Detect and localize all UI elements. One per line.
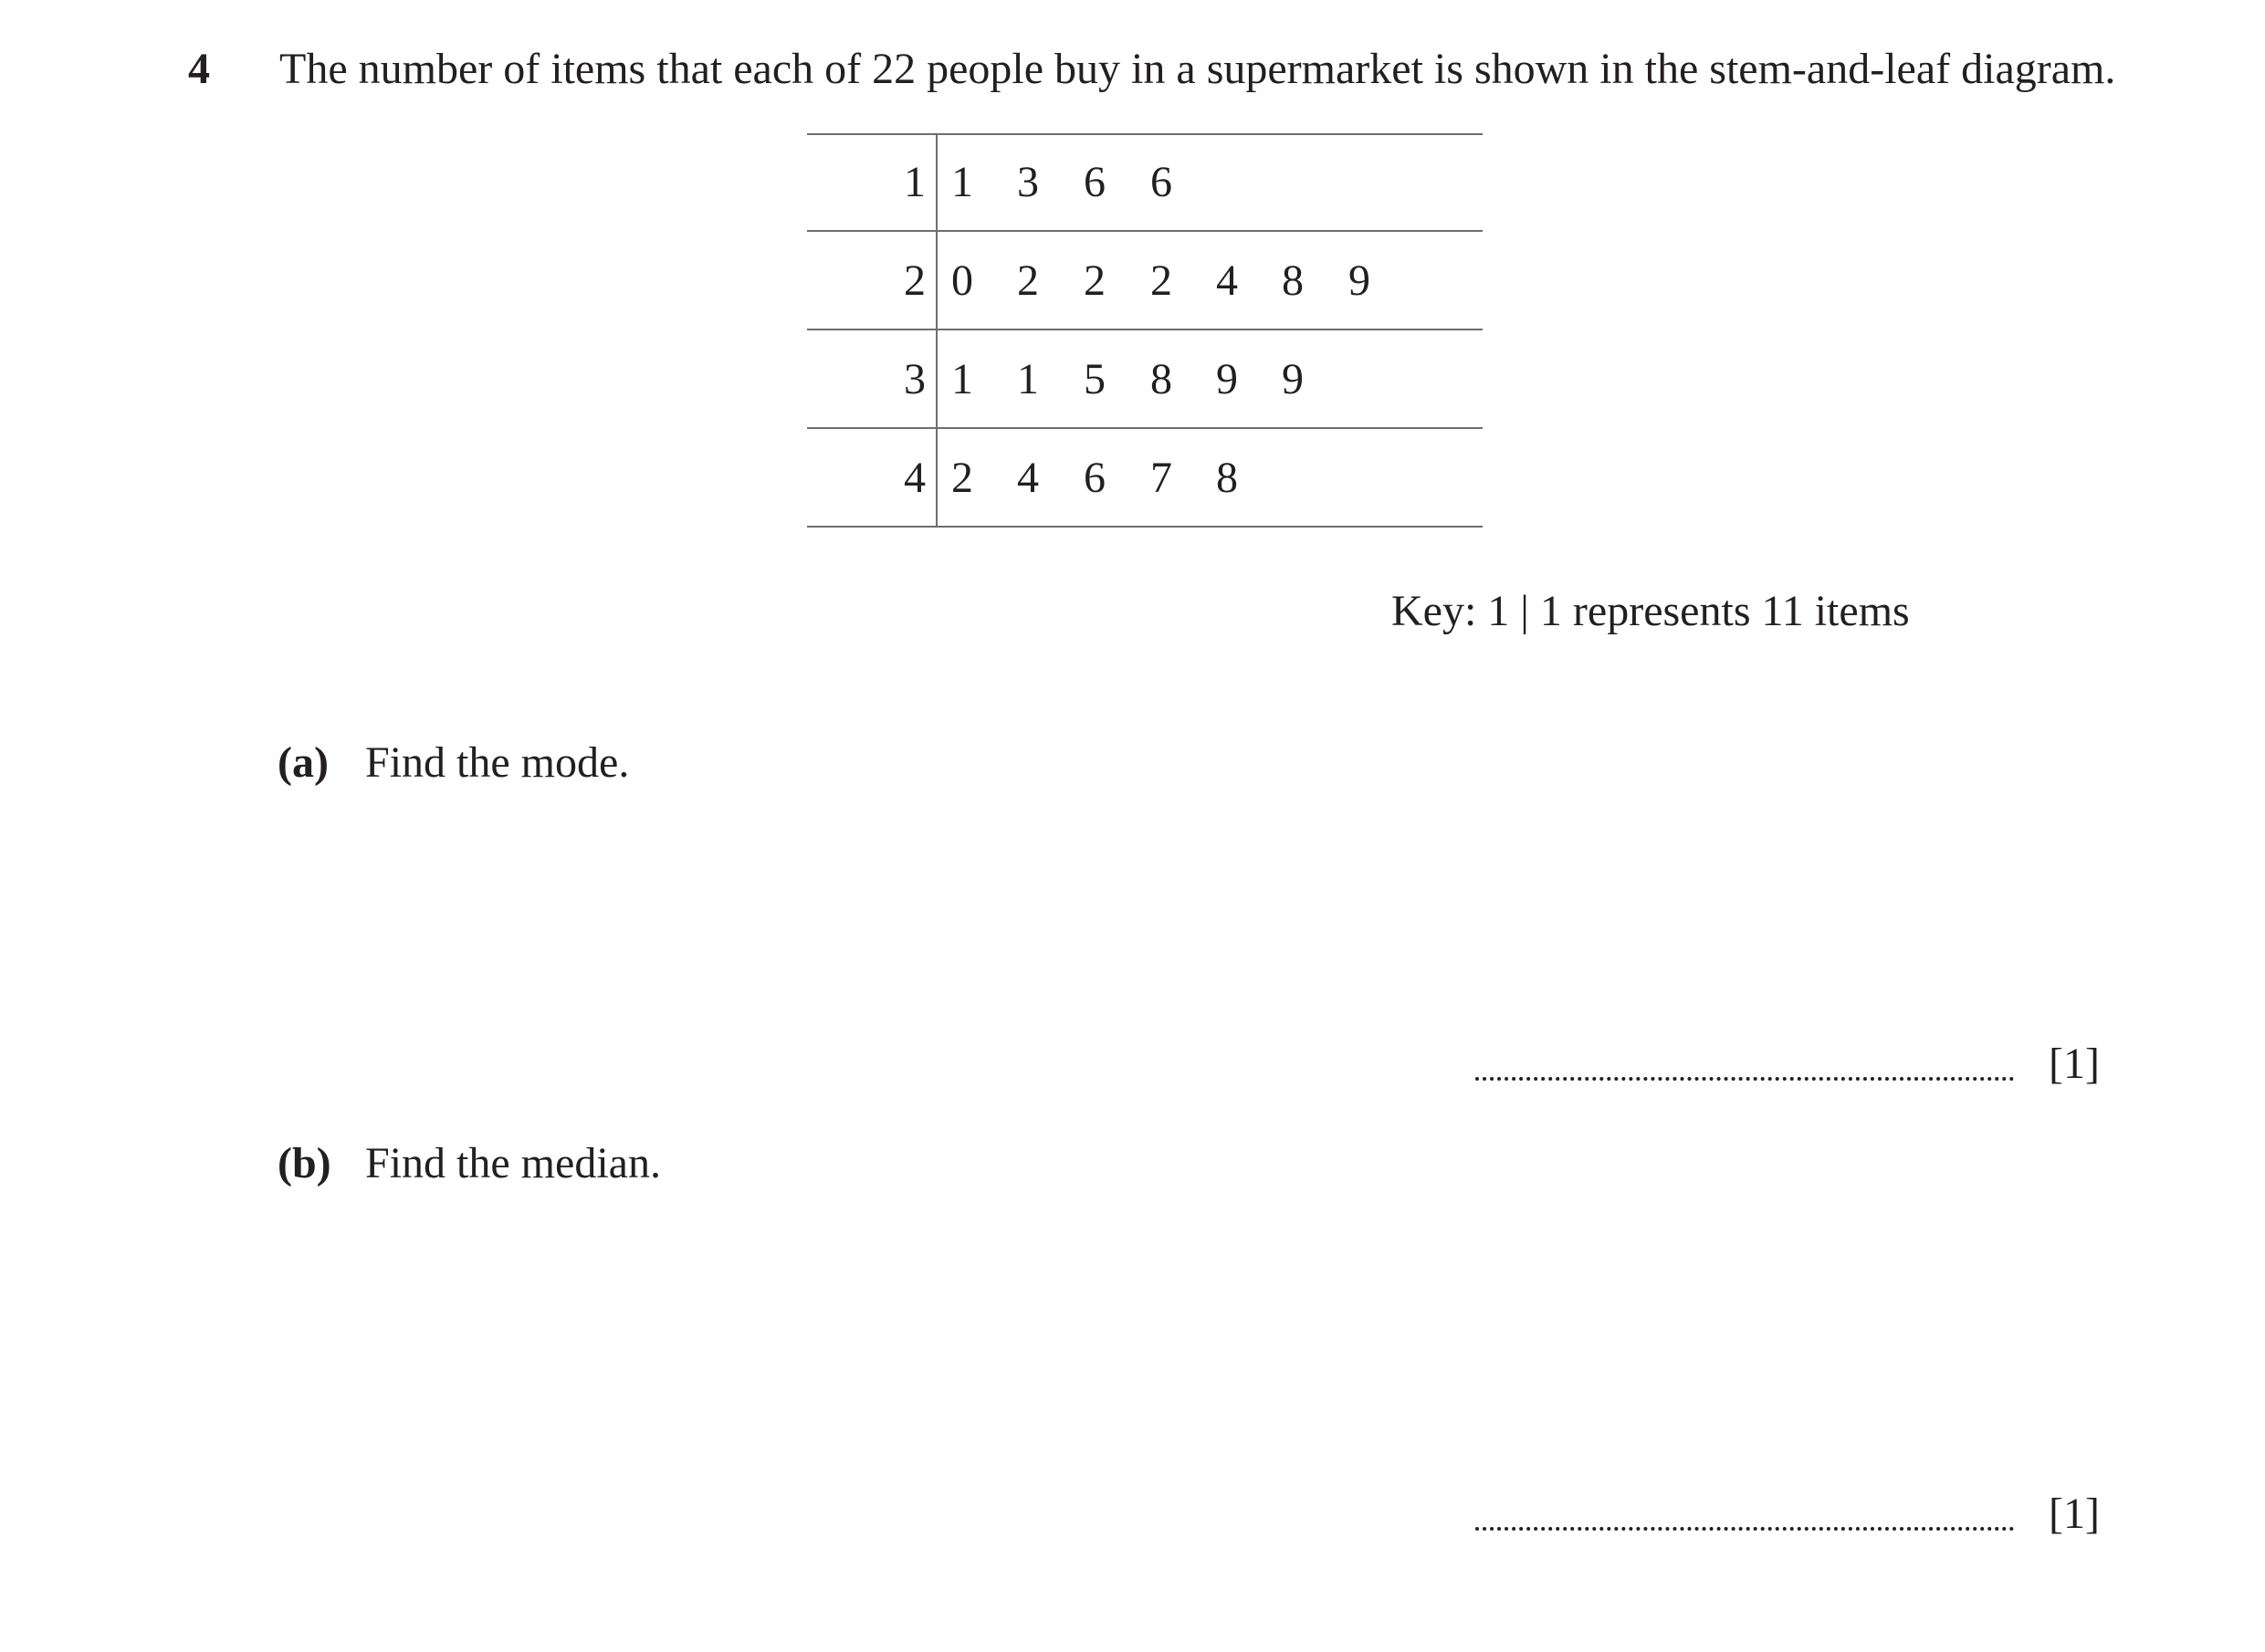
leaf-value: 8 [1282,256,1304,305]
stem-row [807,133,1483,232]
leaf-value: 4 [1017,454,1039,502]
leaf-value: 2 [1017,256,1039,305]
leaf-value: 8 [1216,454,1238,502]
question-number: 4 [188,45,210,93]
stem-and-leaf-diagram [807,133,1483,526]
part-b-label: (b) [278,1139,331,1187]
leaf-value: 8 [1150,355,1172,403]
leaf-value: 4 [1216,256,1238,305]
leaf-value: 9 [1348,256,1370,305]
stem-row [807,232,1483,330]
leaf-value: 1 [951,355,973,403]
part-a-text: Find the mode. [365,738,630,787]
stem-value: 1 [904,158,926,206]
leaf-value: 9 [1282,355,1304,403]
stem-row [807,330,1483,429]
leaf-value: 7 [1150,454,1172,502]
leaf-value: 1 [951,158,973,206]
question-text: The number of items that each of 22 people buy in a supermarket is shown in the stem-and-leaf diagram. [279,45,2116,93]
leaf-value: 2 [951,454,973,502]
stem-value: 2 [904,256,926,305]
part-b-text: Find the median. [365,1139,661,1187]
leaf-value: 2 [1084,256,1106,305]
leaf-value: 0 [951,256,973,305]
part-a-label: (a) [278,738,329,787]
leaf-value: 5 [1084,355,1106,403]
leaf-value: 6 [1084,454,1106,502]
leaf-value: 3 [1017,158,1039,206]
leaf-value: 1 [1017,355,1039,403]
leaf-value: 6 [1150,158,1172,206]
leaf-value: 6 [1084,158,1106,206]
stem-value: 3 [904,355,926,403]
part-a-answer-line[interactable] [1475,1077,2014,1081]
leaf-value: 2 [1150,256,1172,305]
stem-value: 4 [904,454,926,502]
part-b-marks: [1] [2049,1490,2100,1538]
part-a-marks: [1] [2049,1040,2100,1088]
leaf-value: 9 [1216,355,1238,403]
stem-row [807,429,1483,528]
part-b-answer-line[interactable] [1475,1527,2014,1531]
diagram-key: Key: 1 | 1 represents 11 items [1391,587,1910,635]
